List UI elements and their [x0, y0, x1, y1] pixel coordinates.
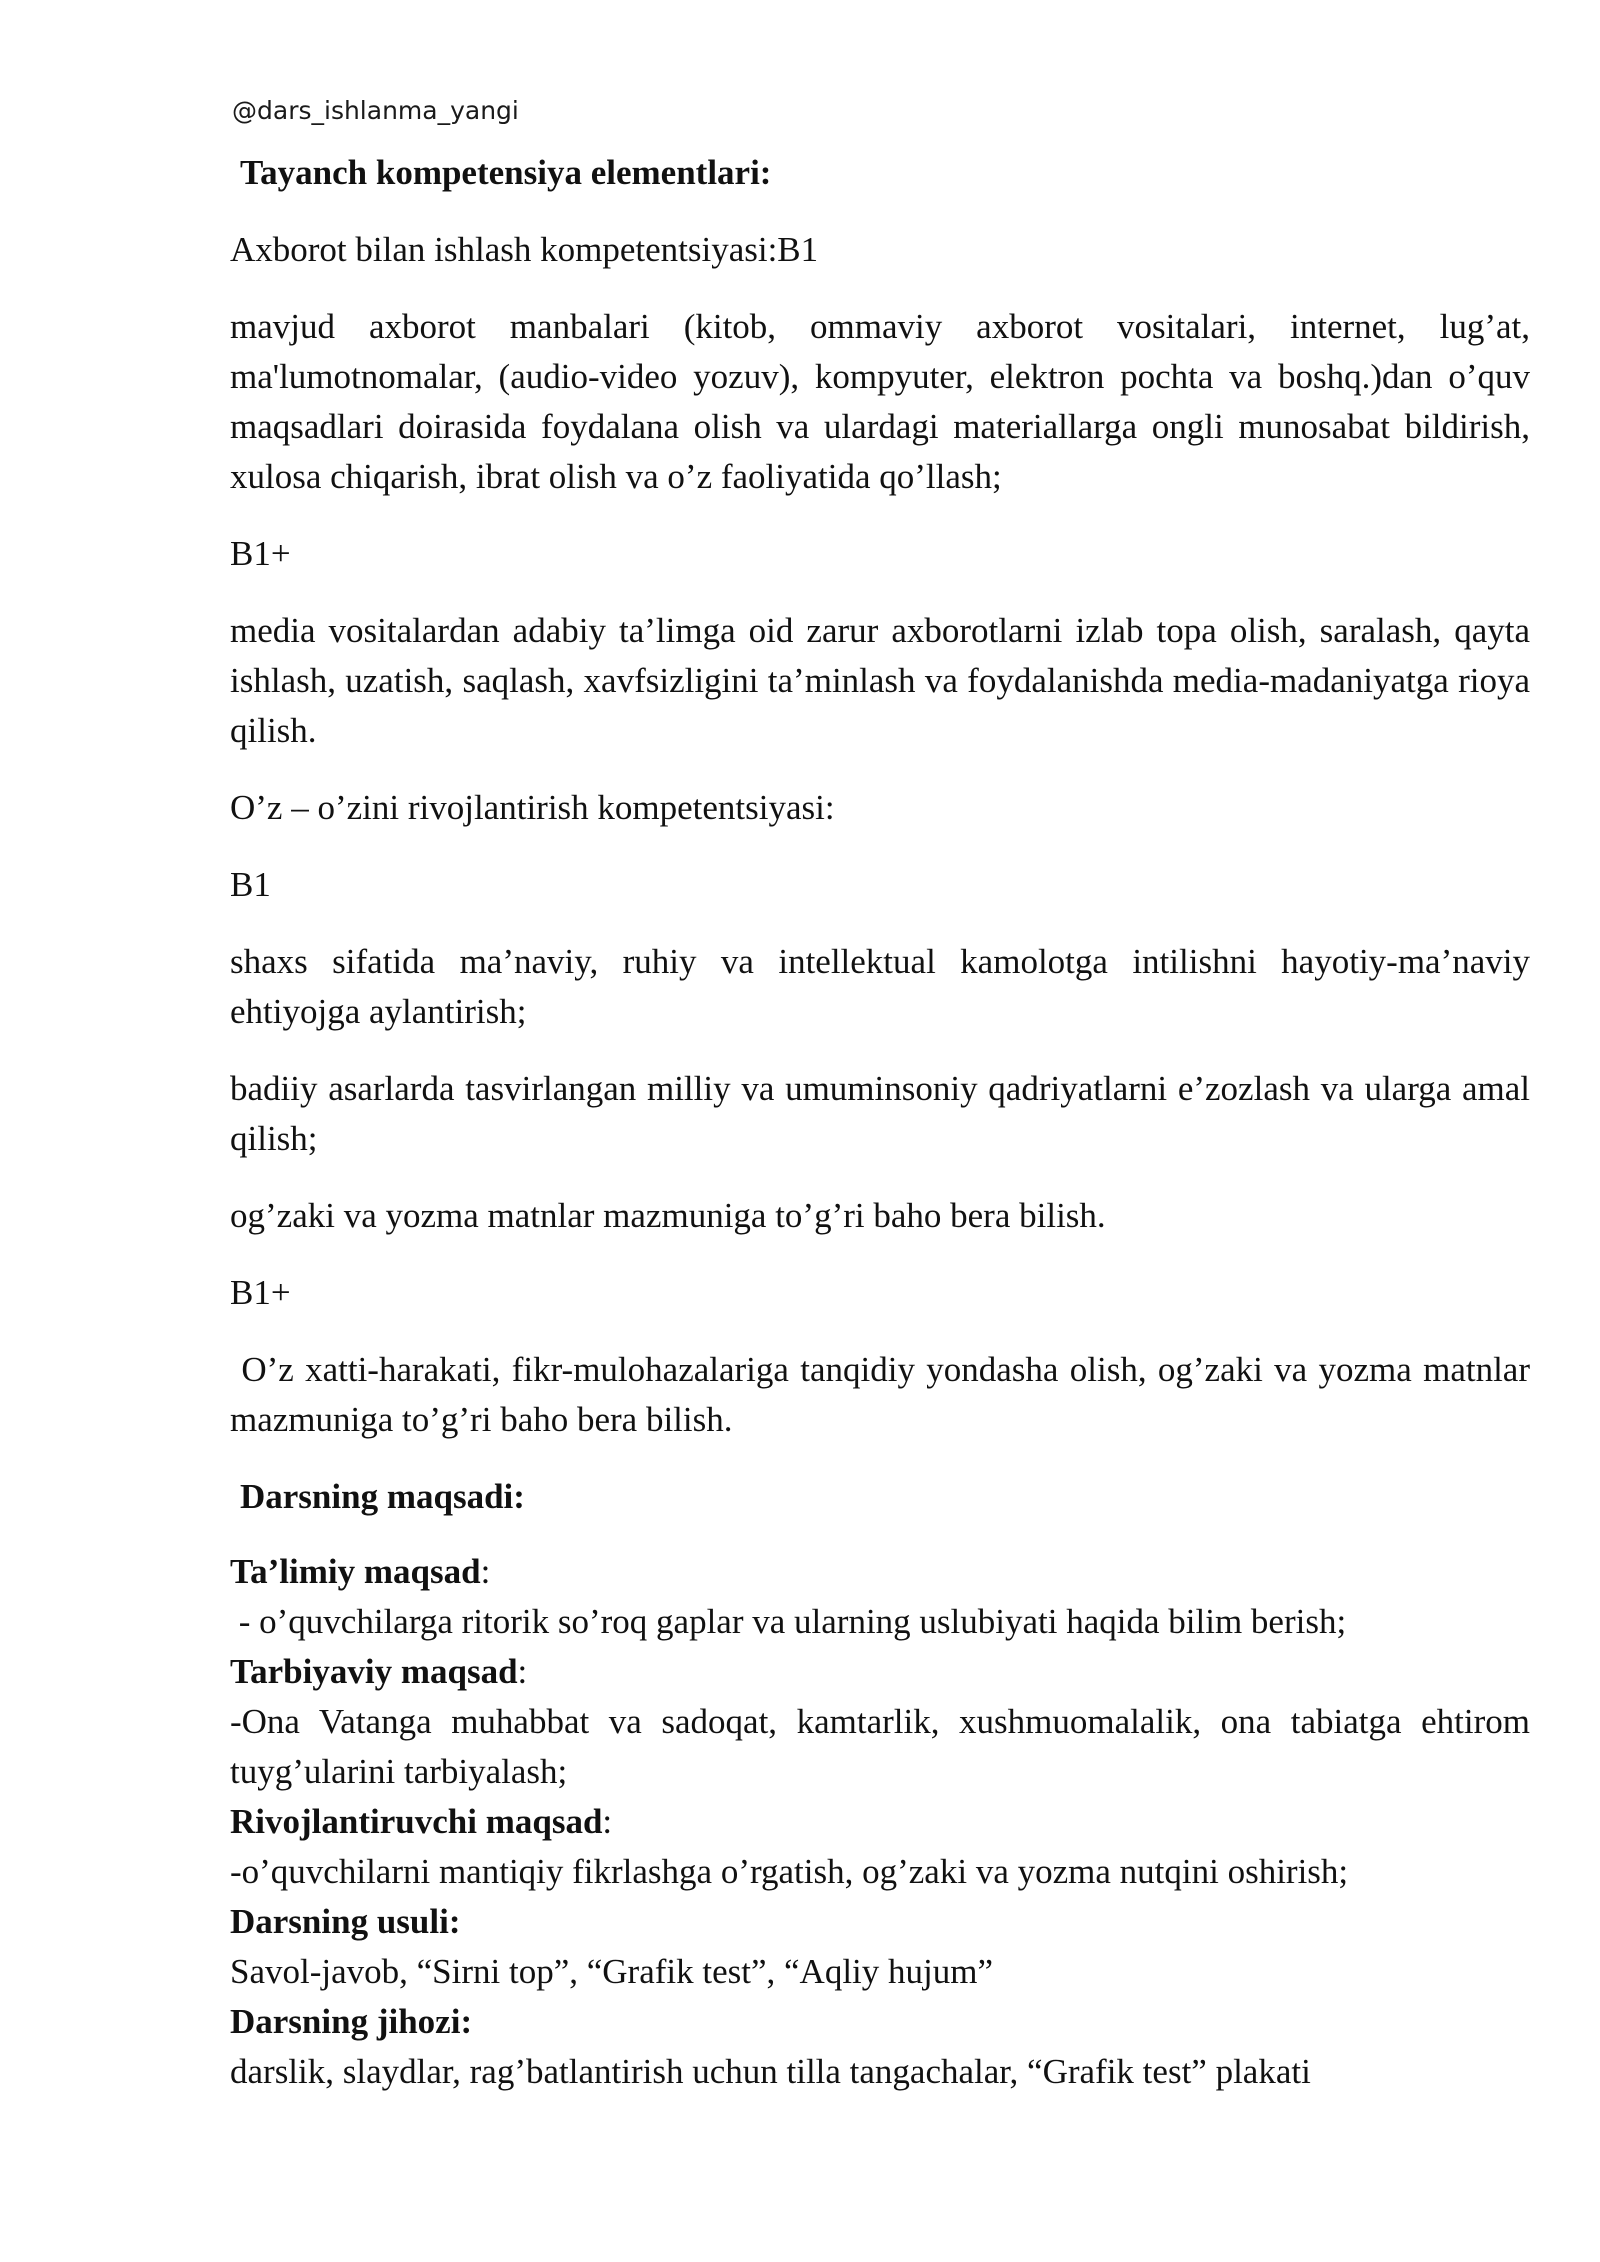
educational-goal-title — [230, 1547, 1530, 1597]
self-b1-item: shaxs sifatida ma’naviy, ruhiy va intellektual kamolotga intilishni hayotiy-ma’naviy ehtiyojga aylantirish; — [230, 942, 1530, 1031]
self-b1-item: badiiy asarlarda tasvirlangan milliy va umuminsoniy qadriyatlarni e’zozlash va ularga amal qilish; — [230, 1069, 1530, 1158]
self-b1-label: B1 — [230, 865, 271, 904]
watermark-text: @dars_ishlanma_yangi — [232, 96, 519, 125]
self-b1plus-label: B1+ — [230, 1273, 291, 1312]
upbringing-goal-label: Tarbiyaviy maqsad — [230, 1652, 518, 1691]
educational-goal-text: - o’quvchilarga ritorik so’roq gaplar va ularning uslubiyati haqida bilim berish; — [230, 1602, 1347, 1641]
info-b1plus-label: B1+ — [230, 534, 291, 573]
educational-goal-label: Ta’limiy maqsad — [230, 1552, 481, 1591]
lesson-method-text: Savol-javob, “Sirni top”, “Grafik test”, “Aqliy hujum” — [230, 1952, 994, 1991]
colon: : — [480, 1552, 491, 1591]
competence-heading: Tayanch kompetensiya elementlari: — [240, 153, 772, 192]
lesson-goals-heading: Darsning maqsadi: — [240, 1477, 525, 1516]
self-development-title: O’z – o’zini rivojlantirish kompetentsiyasi: — [230, 788, 835, 827]
colon: : — [517, 1652, 528, 1691]
upbringing-goal-text: -Ona Vatanga muhabbat va sadoqat, kamtarlik, xushmuomalalik, ona tabiatga ehtirom tuyg’ularini tarbiyalash; — [230, 1702, 1530, 1791]
info-b1plus-paragraph: media vositalardan adabiy ta’limga oid zarur axborotlarni izlab topa olish, saralash, qayta ishlash, uzatish, saqlash, xavfsizligini ta’minlash va foydalanishda media-madaniyatga rioya qilish. — [230, 611, 1530, 750]
colon: : — [602, 1802, 613, 1841]
lesson-equipment-label: Darsning jihozi: — [230, 2002, 473, 2041]
self-b1-item: og’zaki va yozma matnlar mazmuniga to’g’ri baho bera bilish. — [230, 1196, 1106, 1235]
document-body — [230, 148, 1539, 2097]
info-competence-title: Axborot bilan ishlash kompetentsiyasi:B1 — [230, 230, 819, 269]
lesson-equipment-text: darslik, slaydlar, rag’batlantirish uchun tilla tangachalar, “Grafik test” plakati — [230, 2052, 1311, 2091]
info-b1-paragraph: mavjud axborot manbalari (kitob, ommaviy axborot vositalari, internet, lug’at, ma'lumotnomalar, (audio-video yozuv), kompyuter, elektron pochta va boshq.)dan o’quv maqsadlari doirasida foydalana olish va ulardagi materiallarga ongli munosabat bildirish, xulosa chiqarish, ibrat olish va o’z faoliyatida qo’llash; — [230, 307, 1530, 496]
lesson-method-label: Darsning usuli: — [230, 1902, 461, 1941]
self-b1plus-paragraph: O’z xatti-harakati, fikr-mulohazalariga tanqidiy yondasha olish, og’zaki va yozma matnlar mazmuniga to’g’ri baho bera bilish. — [230, 1350, 1539, 1439]
developing-goal-title — [230, 1797, 1530, 1847]
developing-goal-text: -o’quvchilarni mantiqiy fikrlashga o’rgatish, og’zaki va yozma nutqini oshirish; — [230, 1852, 1349, 1891]
lesson-goals-block — [230, 1547, 1530, 2097]
upbringing-goal-title — [230, 1647, 1530, 1697]
developing-goal-label: Rivojlantiruvchi maqsad — [230, 1802, 603, 1841]
